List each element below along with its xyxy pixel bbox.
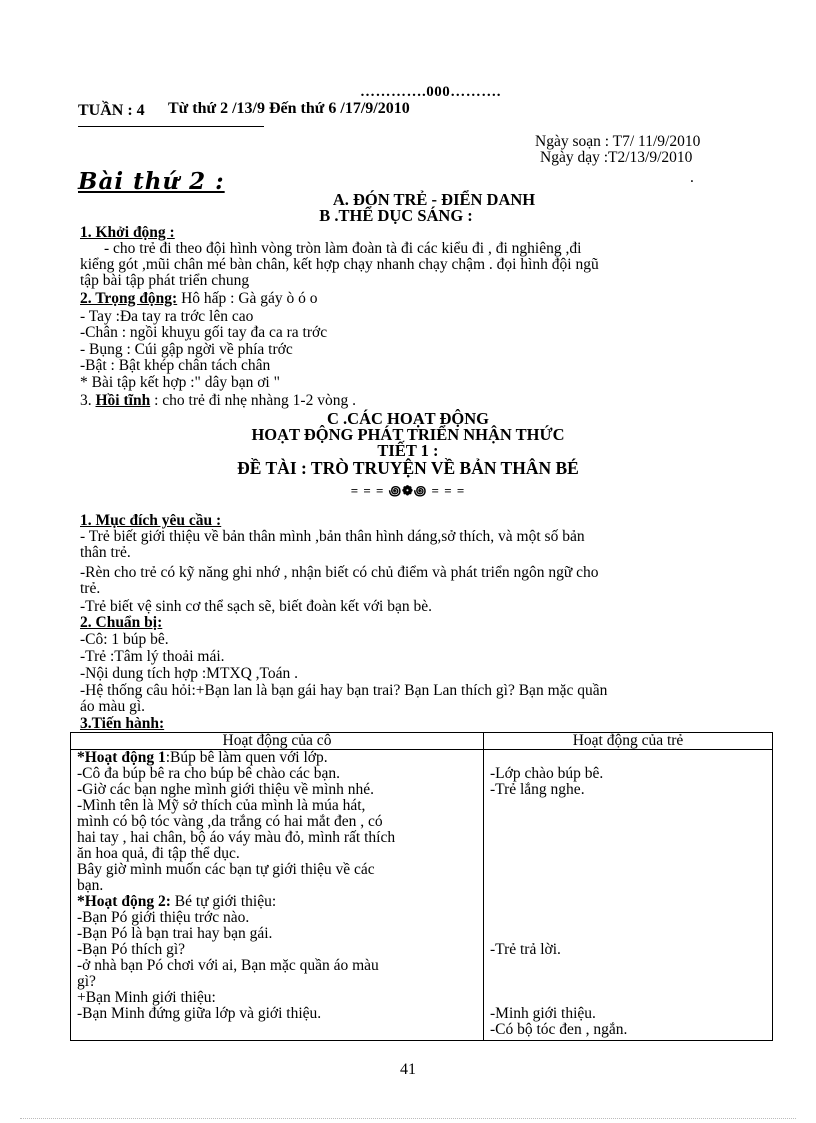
trong-dong-first: Hô hấp : Gà gáy ò ó o <box>177 290 318 307</box>
trong-dong-line: * Bài tập kết hợp :" dây bạn ơi " <box>80 374 280 391</box>
col-teacher-header: Hoạt động của cô <box>71 733 484 750</box>
chuan-bi-line: áo màu gì. <box>80 698 145 715</box>
page-number: 41 <box>400 1061 416 1078</box>
hd2-label: *Hoạt động 2: <box>77 893 171 910</box>
trong-dong-line: - Tay :Đa tay ra trớc lên cao <box>80 308 254 325</box>
chuan-bi-heading: 2. Chuẩn bị: <box>80 614 163 631</box>
ornament-divider: = = = ꩜❁꩜ = = = <box>350 483 466 498</box>
teacher-line: +Bạn Minh giới thiệu: <box>77 989 216 1006</box>
children-line: -Minh giới thiệu. <box>490 1005 596 1022</box>
section-b-title: B .THỂ DỤC SÁNG : <box>319 206 473 225</box>
hd1-line <box>77 750 483 766</box>
khoi-dong-line: kiểng gót ,mũi chân mé bàn chân, kết hợp chạy nhanh chạy chậm . đọi hình đội ngũ <box>80 256 599 273</box>
hoi-tinh-row <box>80 393 356 409</box>
trong-dong-line: -Bật : Bật khép chân tách chân <box>80 357 271 374</box>
children-line: -Có bộ tóc đen , ngắn. <box>490 1021 628 1038</box>
teacher-line: -Bạn Pó là bạn trai hay bạn gái. <box>77 925 273 942</box>
ngay-soan: Ngày soạn : T7/ 11/9/2010 <box>535 133 701 150</box>
teacher-line: bạn. <box>77 877 104 894</box>
teacher-line: -Bạn Pó thích gì? <box>77 941 186 958</box>
teacher-line: -Giờ các bạn nghe mình giới thiệu về mình nhé. <box>77 781 375 798</box>
teacher-line: -Bạn Minh đứng giữa lớp và giới thiệu. <box>77 1005 322 1022</box>
teacher-line: ăn hoa quả, đi tập thể dục. <box>77 845 240 862</box>
children-line: -Lớp chào búp bê. <box>490 765 604 782</box>
muc-dich-line: - Trẻ biết giới thiệu về bản thân mình ,bản thân hình dáng,sở thích, và một số bản <box>80 528 585 545</box>
muc-dich-heading: 1. Mục đích yêu cầu : <box>80 512 222 529</box>
teacher-line: Bây giờ mình muốn các bạn tự giới thiệu về các <box>77 861 375 878</box>
hd2-text: Bé tự giới thiệu: <box>170 893 277 910</box>
hoi-tinh-prefix: 3. <box>80 392 96 409</box>
muc-dich-line: trẻ. <box>80 580 101 597</box>
week-label: TUẦN : 4 <box>78 102 145 119</box>
muc-dich-line: -Trẻ biết vệ sinh cơ thể sạch sẽ, biết đoàn kết với bạn bè. <box>80 598 432 615</box>
ngay-day: Ngày dạy :T2/13/9/2010 <box>540 149 693 166</box>
khoi-dong-heading: 1. Khởi động : <box>80 224 175 241</box>
children-line: -Trẻ lắng nghe. <box>490 781 585 798</box>
table-row <box>71 750 773 1041</box>
activity-table <box>70 732 773 1041</box>
header-dots: ………….000………. <box>360 84 501 100</box>
chuan-bi-line: -Trẻ :Tâm lý thoải mái. <box>80 648 225 665</box>
teacher-line: -Mình tên là Mỹ sở thích của mình là múa hát, <box>77 797 366 814</box>
col-children-header: Hoạt động của trẻ <box>484 733 773 750</box>
children-line: -Trẻ trả lời. <box>490 941 561 958</box>
trong-dong-row <box>80 291 318 307</box>
children-activities-cell <box>484 750 773 1041</box>
trong-dong-line: -Chân : ngồi khuỵu gối tay đa ca ra trớc <box>80 324 328 341</box>
table-header-row <box>71 733 773 750</box>
chuan-bi-line: -Cô: 1 búp bê. <box>80 631 169 648</box>
muc-dich-line: thân trẻ. <box>80 544 131 561</box>
khoi-dong-line: - cho trẻ đi theo đội hình vòng tròn làm đoàn tà đi các kiểu đi , đi nghiêng ,đi <box>104 240 582 257</box>
topic-title: ĐỀ TÀI : TRÒ TRUYỆN VỀ BẢN THÂN BÉ <box>237 458 579 478</box>
spacer <box>490 750 772 766</box>
hd2-line <box>77 894 483 910</box>
teacher-line: -ở nhà bạn Pó chơi với ai, Bạn mặc quần áo màu <box>77 957 379 974</box>
section-c-title: C .CÁC HOẠT ĐỘNG <box>327 409 489 428</box>
spacer <box>490 958 772 1006</box>
section-a-title: A. ĐÓN TRẺ - ĐIỂN DANH <box>332 190 536 209</box>
hd1-text: :Búp bê làm quen với lớp. <box>165 749 328 766</box>
teacher-line: mình có bộ tóc vàng ,da trắng có hai mắt đen , có <box>77 813 383 830</box>
teacher-activities-cell <box>71 750 484 1041</box>
tien-hanh-heading: 3.Tiến hành: <box>80 715 165 732</box>
hoi-tinh-text: : cho trẻ đi nhẹ nhàng 1-2 vòng . <box>150 392 356 409</box>
tiet-title: TIẾT 1 : <box>377 441 439 460</box>
page-bottom-border <box>20 1118 796 1119</box>
teacher-line: -Bạn Pó giới thiệu trớc nào. <box>77 909 250 926</box>
khoi-dong-line: tập bài tập phát triển chung <box>80 272 250 289</box>
spacer <box>490 798 772 942</box>
teacher-line: hai tay , hai chân, bộ áo váy màu đỏ, mình rất thích <box>77 829 396 846</box>
muc-dich-line: -Rèn cho trẻ có kỹ năng ghi nhớ , nhận biết có chủ điểm và phát triển ngôn ngữ cho <box>80 564 599 581</box>
teacher-line: -Cô đa búp bê ra cho búp bê chào các bạn. <box>77 765 340 782</box>
hoi-tinh-heading: Hồi tĩnh <box>95 392 151 409</box>
lesson-title: Bài thứ 2 : <box>78 168 225 195</box>
header-dot: . <box>690 169 694 186</box>
trong-dong-line: - Bụng : Cúi gập ngời về phía trớc <box>80 341 293 358</box>
chuan-bi-line: -Nội dung tích hợp :MTXQ ,Toán . <box>80 665 299 682</box>
hd1-label: *Hoạt động 1 <box>77 749 166 766</box>
activity-title: HOẠT ĐỘNG PHÁT TRIỂN NHẬN THỨC <box>251 425 565 444</box>
week-dates: Từ thứ 2 /13/9 Đến thứ 6 /17/9/2010 <box>168 100 410 117</box>
teacher-line: gì? <box>77 973 96 990</box>
trong-dong-heading: 2. Trọng động: <box>80 290 178 307</box>
chuan-bi-line: -Hệ thống câu hỏi:+Bạn lan là bạn gái hay bạn trai? Bạn Lan thích gì? Bạn mặc quần <box>80 682 608 699</box>
week-underline <box>78 126 264 127</box>
